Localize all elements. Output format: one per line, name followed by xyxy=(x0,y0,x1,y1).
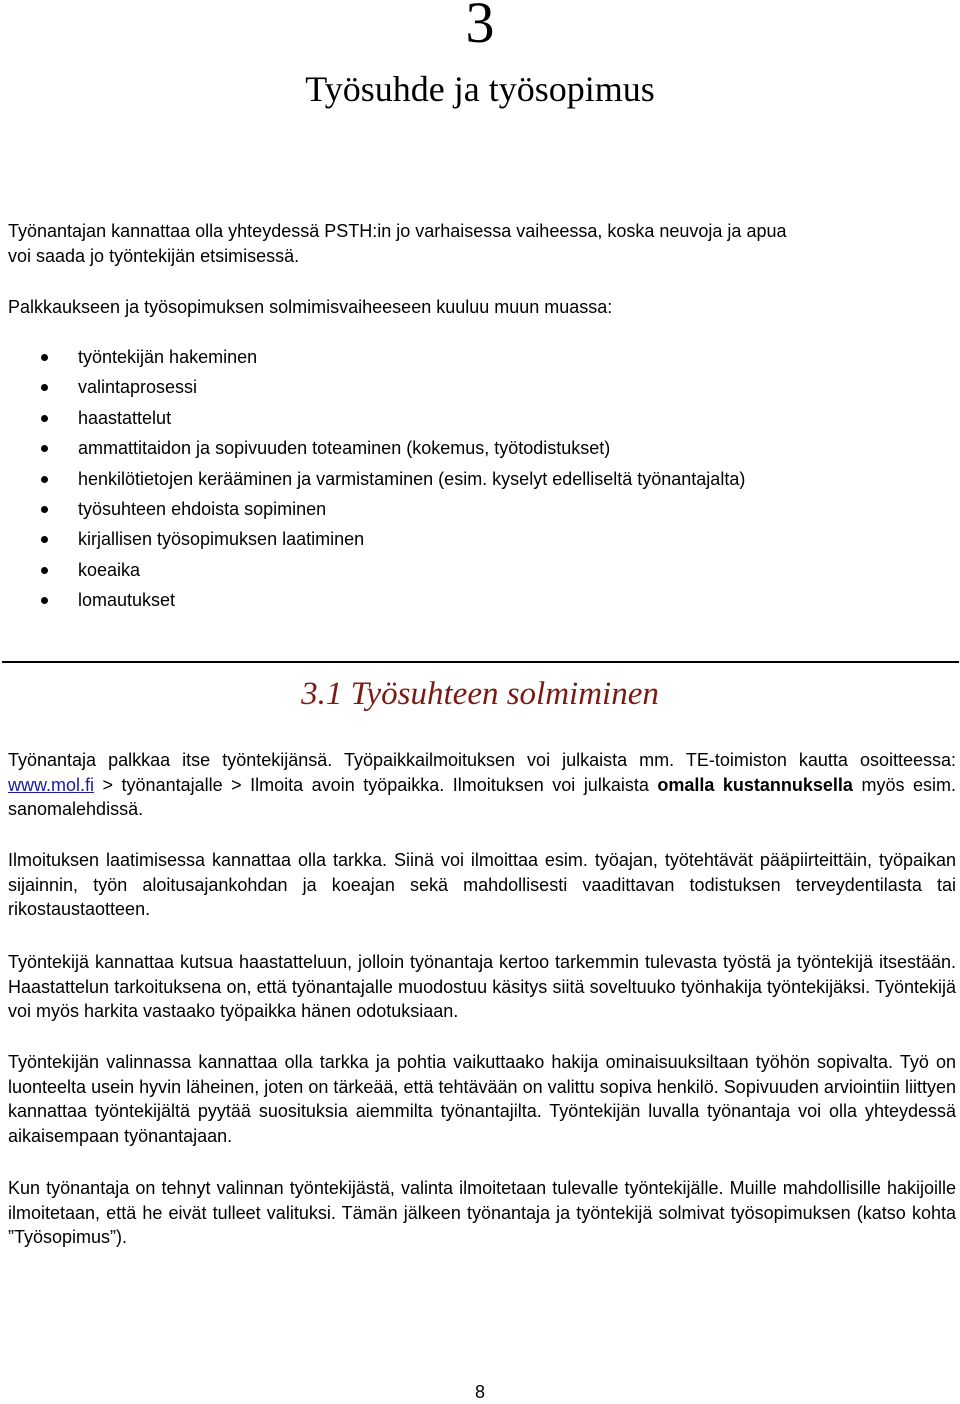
list-item: ammattitaidon ja sopivuuden toteaminen (kokemus, työtodistukset) xyxy=(0,433,940,463)
list-item: työsuhteen ehdoista sopiminen xyxy=(0,494,940,524)
page-number: 8 xyxy=(474,1382,485,1402)
list-item: lomautukset xyxy=(0,585,940,615)
chapter-number: 3 xyxy=(465,0,495,55)
section-paragraph-1: Työnantaja palkkaa itse työntekijänsä. Työpaikkailmoituksen voi julkaista mm. TE-toimiston kautta osoitteessa: www.mol.fi > työnantajalle > Ilmoita avoin työpaikka. Ilmoituksen voi julkaista omalla kustannuksella myös esim. sanomalehdissä. xyxy=(8,750,956,819)
bullet-dot-icon xyxy=(41,506,48,513)
bullet-list xyxy=(0,342,940,616)
bullet-dot-icon xyxy=(41,445,48,452)
section-paragraph-3: Työntekijä kannattaa kutsua haastatteluun, jolloin työnantaja kertoo tarkemmin tulevasta työstä ja työntekijä itsestään. Haastattelun tarkoituksena on, että työnantajalle muodostuu käsitys siitä soveltuuko työnhakija työntekijäksi. Työntekijä voi myös harkita vastaako työpaikka hänen odotuksiaan. xyxy=(8,952,956,1021)
list-item: haastattelut xyxy=(0,403,940,433)
list-item: työntekijän hakeminen xyxy=(0,342,940,372)
bullet-dot-icon xyxy=(41,384,48,391)
bullet-dot-icon xyxy=(41,415,48,422)
list-item: henkilötietojen kerääminen ja varmistaminen (esim. kyselyt edelliseltä työnantajalta) xyxy=(0,464,940,494)
bullet-dot-icon xyxy=(41,567,48,574)
bullet-dot-icon xyxy=(41,536,48,543)
section-paragraph-2: Ilmoituksen laatimisessa kannattaa olla tarkka. Siinä voi ilmoittaa esim. työajan, työtehtävät pääpiirteittäin, työpaikan sijainnin, työn aloitusajankohdan ja koeajan sekä mahdollisesti vaadittavan todistuksen terveydentilasta tai rikostaustaotteen. xyxy=(8,850,956,919)
intro-paragraph xyxy=(8,219,956,268)
mol-link[interactable]: www.mol.fi xyxy=(8,774,95,795)
list-item: valintaprosessi xyxy=(0,372,940,402)
intro-line-1: Työnantajan kannattaa olla yhteydessä PSTH:in jo varhaisessa vaiheessa, koska neuvoja ja apua xyxy=(8,221,787,241)
bullet-dot-icon xyxy=(41,597,48,604)
section-divider xyxy=(2,661,959,663)
list-item: kirjallisen työsopimuksen laatiminen xyxy=(0,524,940,554)
list-item: koeaika xyxy=(0,555,940,585)
section-paragraph-4: Työntekijän valinnassa kannattaa olla tarkka ja pohtia vaikuttaako hakija ominaisuuksiltaan työhön sopivalta. Työ on luonteelta usein hyvin läheinen, joten on tärkeää, että tehtävään on valittu sopiva henkilö. Sopivuuden arviointiin liittyen kannattaa työntekijältä pyytää suosituksia aiemmilta työnantajilta. Työntekijän luvalla työnantaja voi olla yhteydessä aikaisempaan työnantajaan. xyxy=(8,1052,956,1146)
intro-line-2: voi saada jo työntekijän etsimisessä. xyxy=(8,245,300,266)
bullet-dot-icon xyxy=(41,476,48,483)
chapter-title: Työsuhde ja työsopimus xyxy=(305,69,655,109)
section-paragraph-5: Kun työnantaja on tehnyt valinnan työntekijästä, valinta ilmoitetaan tulevalle työntekijälle. Muille mahdollisille hakijoille ilmoitetaan, että he eivät tulleet valituksi. Tämän jälkeen työnantaja ja työntekijä solmivat työsopimuksen (katso kohta ”Työsopimus”). xyxy=(8,1178,956,1247)
emphasis-text: omalla kustannuksella xyxy=(657,774,853,795)
section-heading: 3.1 Työsuhteen solmiminen xyxy=(301,676,659,712)
bullet-dot-icon xyxy=(41,354,48,361)
list-lead-paragraph: Palkkaukseen ja työsopimuksen solmimisvaiheeseen kuuluu muun muassa: xyxy=(8,297,613,317)
